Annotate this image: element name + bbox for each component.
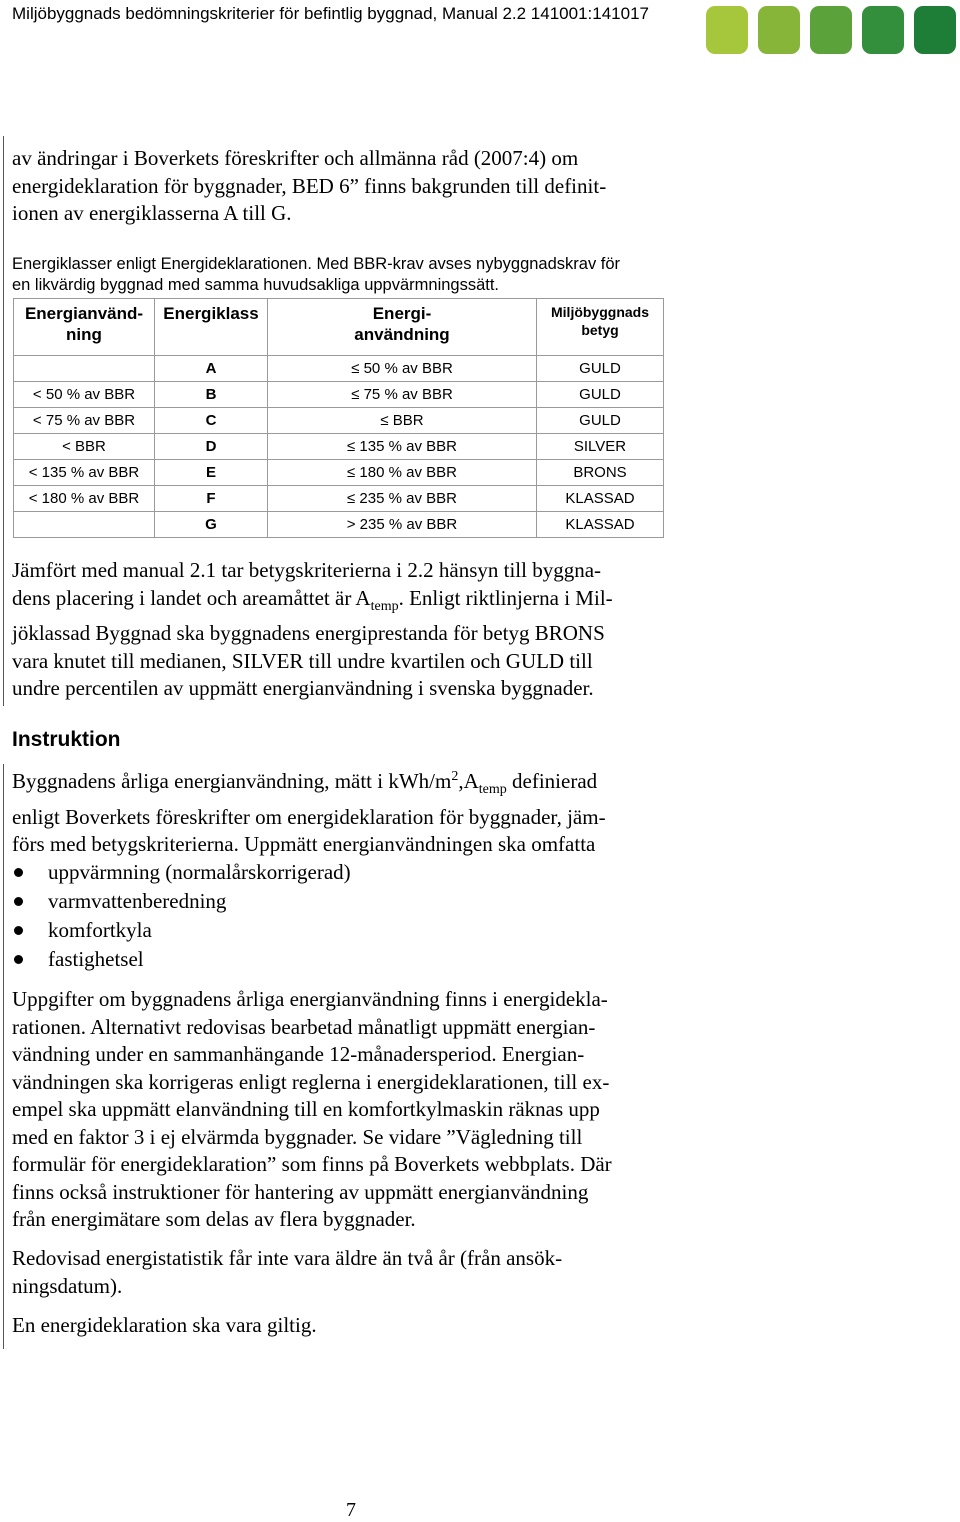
text-line: finns också instruktioner för hantering av uppmätt energianvändning [12,1179,589,1204]
instruktion-paragraph-1 [12,763,690,859]
text-line: formulär för energideklaration” som finns på Boverkets webbplats. Där [12,1152,612,1176]
instruktion-paragraph-3 [12,1245,642,1300]
cell-range [14,356,155,382]
cell-range: < 50 % av BBR [14,382,155,408]
page-header-title: Miljöbyggnads bedömningskriterier för befintlig byggnad, Manual 2.2 141001:141017 [12,4,649,23]
text-line: Redovisad energistatistik får inte vara äldre än två år (från ansök- [12,1246,563,1270]
logo-block-4 [862,6,904,54]
text-run: . Enligt riktlinjerna i Mil- [398,585,613,610]
cell-class: A [155,356,268,382]
cell-use: ≤ 50 % av BBR [268,356,537,382]
bullet-list [12,858,351,974]
cell-range: < BBR [14,434,155,460]
text-line: vändning under en sammanhängande 12-månadersperiod. Energian- [12,1042,585,1066]
cell-range: < 135 % av BBR [14,460,155,486]
bullet-icon [14,926,23,935]
col-header-betyg: Miljöbyggnads betyg [537,299,664,356]
cell-use: ≤ 75 % av BBR [268,382,537,408]
instruktion-paragraph-4: En energideklaration ska vara giltig. [12,1313,317,1337]
cell-use: > 235 % av BBR [268,512,537,538]
energy-class-table [13,298,664,538]
table-row [14,434,664,460]
section-heading-instruktion: Instruktion [12,728,121,751]
page-number: 7 [346,1499,356,1521]
cell-class: B [155,382,268,408]
text-line: energideklaration för byggnader, BED 6” finns bakgrunden till definit- [12,173,607,198]
list-item-text: komfortkyla [48,918,152,942]
text-run: Byggnadens årliga energianvändning, mätt i kWh/m [12,769,452,793]
cell-use: ≤ 135 % av BBR [268,434,537,460]
subscript-temp: temp [370,598,399,614]
cell-class: G [155,512,268,538]
list-item [12,887,351,916]
logo-block-5 [914,6,956,54]
table-row [14,512,664,538]
cell-grade: KLASSAD [537,512,664,538]
text-line: vändningen ska korrigeras enligt reglerna i energideklarationen, till ex- [12,1069,610,1094]
cell-grade: KLASSAD [537,486,664,512]
col-header-energi-anvandning: Energi- användning [268,299,537,356]
col-header-energiklass: Energiklass [155,299,268,356]
text-line: en likvärdig byggnad med samma huvudsakliga uppvärmningssätt. [12,276,500,294]
cell-grade: BRONS [537,460,664,486]
text-line: empel ska uppmätt elanvändning till en komfortkylmaskin räknas upp [12,1097,600,1121]
intro-paragraph [12,145,690,228]
cell-use: ≤ 235 % av BBR [268,486,537,512]
comparison-paragraph [12,557,690,703]
text-line: Energiklasser enligt Energideklarationen. Med BBR-krav avses nybyggnadskrav för [12,255,621,273]
text-line: undre percentilen av uppmätt energianvändning i svenska byggnader. [12,676,594,701]
cell-class: F [155,486,268,512]
text-line: vara knutet till medianen, SILVER till undre kvartilen och GULD till [12,648,593,673]
text-line: Uppgifter om byggnadens årliga energianvändning finns i energidekla- [12,987,608,1011]
bullet-icon [14,897,23,906]
text-line: av ändringar i Boverkets föreskrifter och allmänna råd (2007:4) om [12,146,579,170]
list-item-text: uppvärmning (normalårskorrigerad) [48,860,351,884]
cell-class: D [155,434,268,460]
list-item-text: fastighetsel [48,947,144,971]
list-item [12,916,351,945]
margin-bar [3,136,4,706]
text-line: från energimätare som delas av flera byggnader. [12,1207,416,1231]
table-row [14,486,664,512]
logo-block-1 [706,6,748,54]
cell-grade: SILVER [537,434,664,460]
text-line: ningsdatum). [12,1273,123,1298]
cell-use: ≤ BBR [268,408,537,434]
text-line: enligt Boverkets föreskrifter om energideklaration för byggnader, jäm- [12,804,606,829]
text-line: med en faktor 3 i ej elvärmda byggnader. Se vidare ”Vägledning till [12,1124,583,1149]
text-run: definierad [506,769,598,793]
cell-grade: GULD [537,408,664,434]
table-row [14,460,664,486]
col-header-energianvandning: Energianvänd- ning [14,299,155,356]
table-row [14,408,664,434]
cell-range: < 75 % av BBR [14,408,155,434]
text-run: dens placering i landet och areamåttet är A [12,585,371,610]
text-line: ionen av energiklasserna A till G. [12,201,292,225]
cell-use: ≤ 180 % av BBR [268,460,537,486]
text-line: jöklassad Byggnad ska byggnadens energiprestanda för betyg BRONS [12,621,605,646]
logo-block-3 [810,6,852,54]
text-run: ,A [458,769,479,793]
brand-logo-icon [706,6,956,54]
cell-class: E [155,460,268,486]
text-line: Jämfört med manual 2.1 tar betygskriterierna i 2.2 hänsyn till byggna- [12,558,602,582]
subscript-temp: temp [478,782,507,798]
superscript-2: 2 [451,769,459,784]
text-line [12,763,690,804]
instruktion-paragraph-2 [12,986,690,1234]
bullet-icon [14,868,23,877]
table-caption [12,254,692,296]
table-row [14,356,664,382]
text-line [12,585,690,621]
cell-range [14,512,155,538]
cell-class: C [155,408,268,434]
cell-grade: GULD [537,382,664,408]
text-line: förs med betygskriterierna. Uppmätt energianvändningen ska omfatta [12,832,596,857]
bullet-icon [14,955,23,964]
logo-block-2 [758,6,800,54]
list-item-text: varmvattenberedning [48,889,227,913]
table-header-row [14,299,664,356]
margin-bar [3,764,4,1349]
list-item [12,858,351,887]
cell-range: < 180 % av BBR [14,486,155,512]
cell-grade: GULD [537,356,664,382]
list-item [12,945,351,974]
table-row [14,382,664,408]
text-line: rationen. Alternativt redovisas bearbetad månatligt uppmätt energian- [12,1014,596,1039]
